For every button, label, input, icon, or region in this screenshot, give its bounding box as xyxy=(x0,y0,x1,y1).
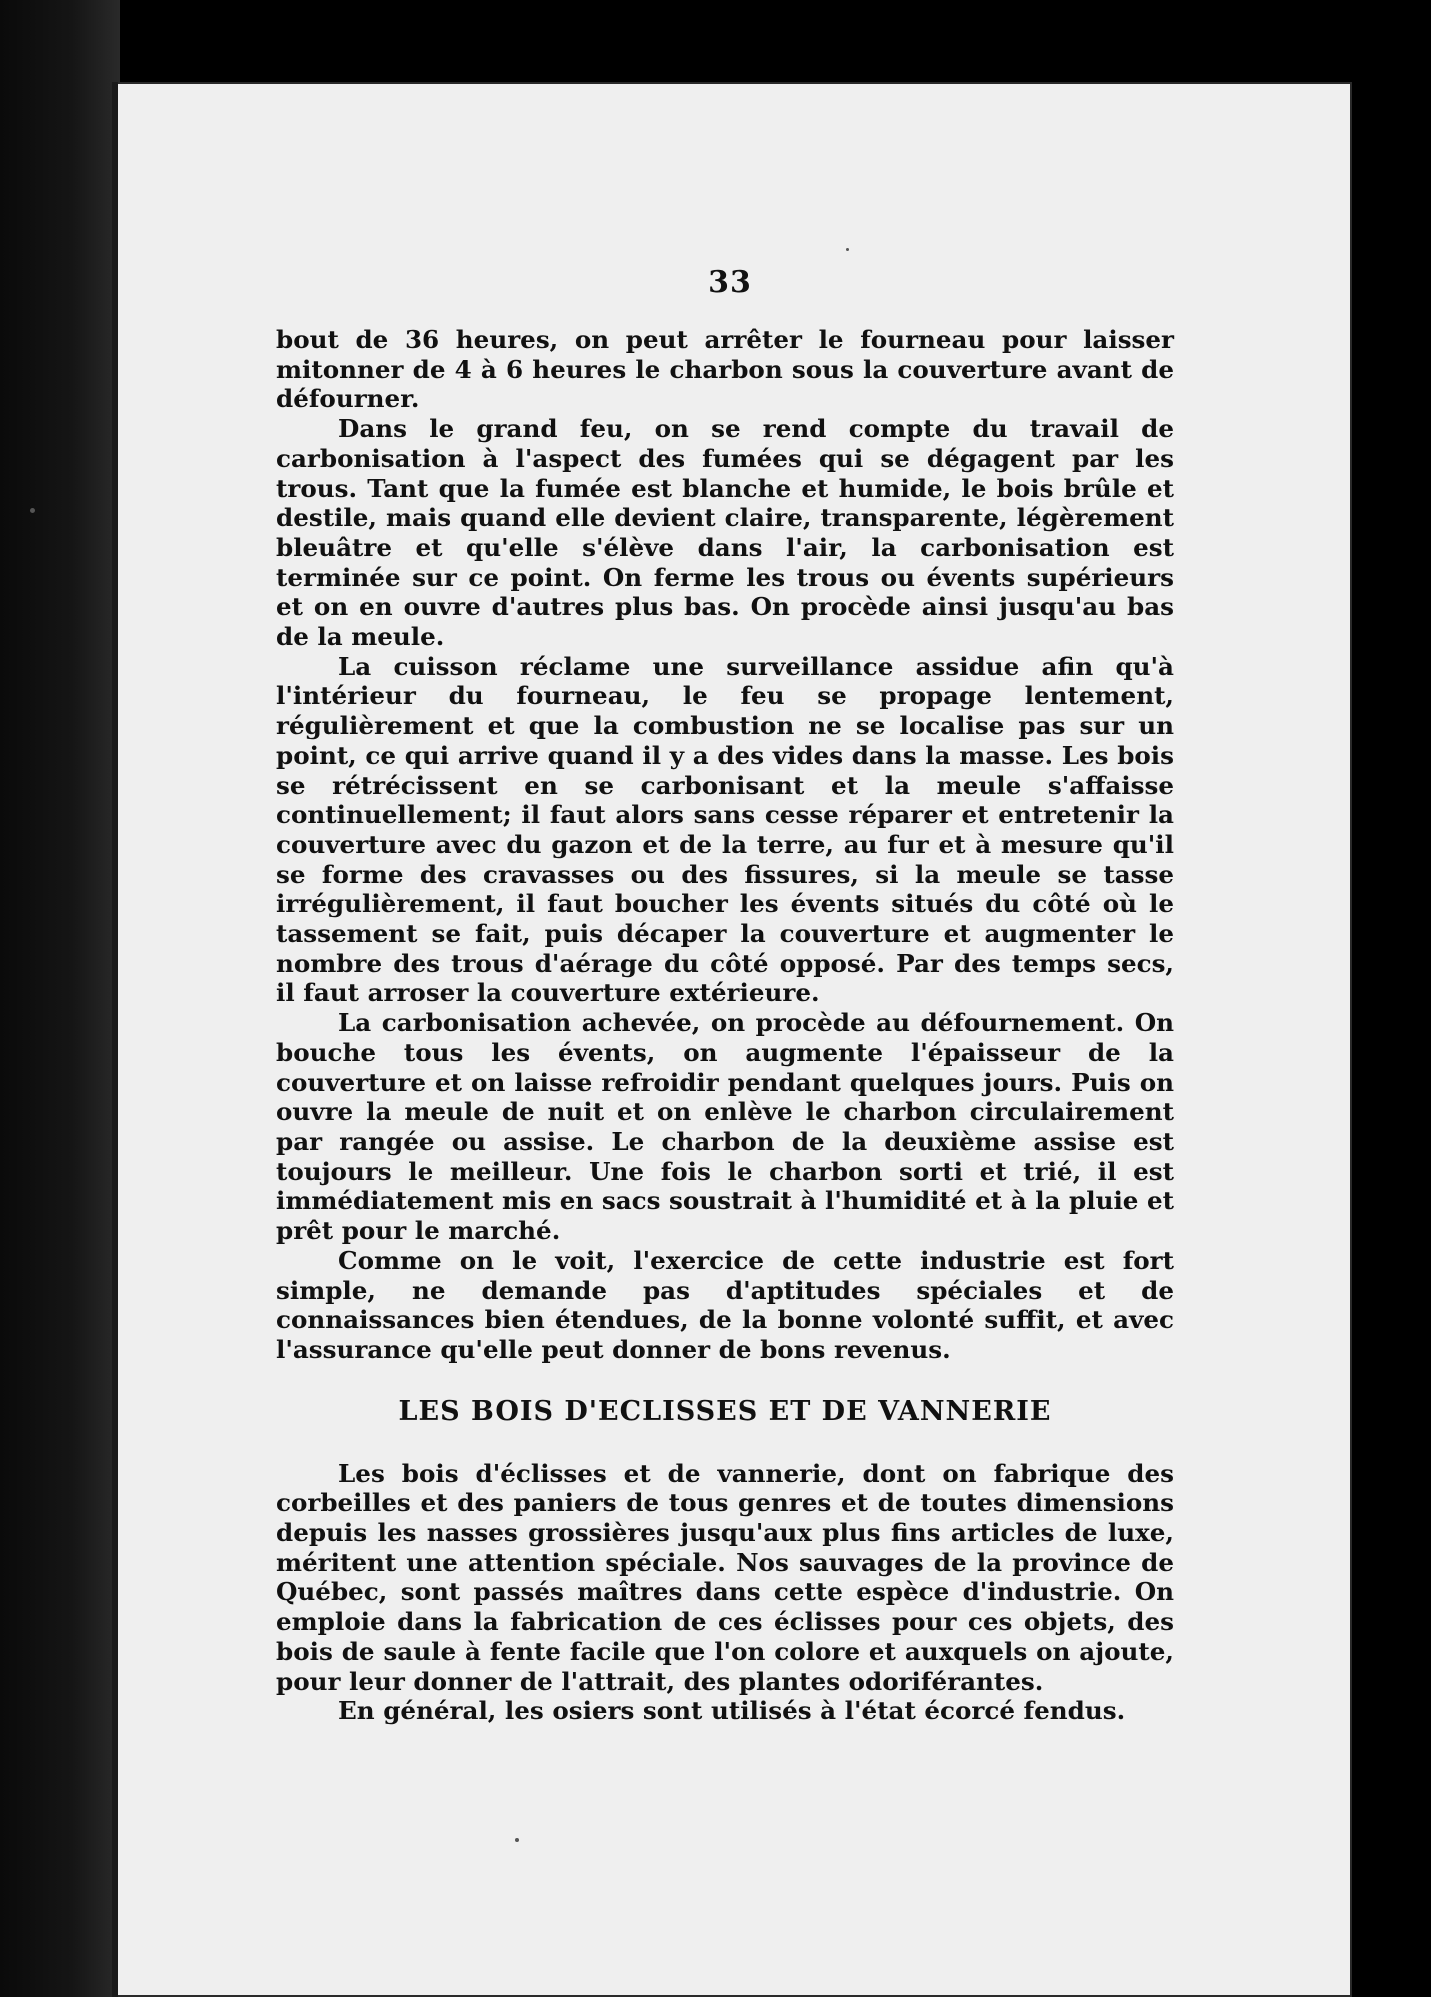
section-heading: LES BOIS D'ECLISSES ET DE VANNERIE xyxy=(398,1395,1052,1427)
page-number: 33 xyxy=(708,265,752,300)
paragraph: bout de 36 heures, on peut arrêter le fourneau pour laisser mitonner de 4 à 6 heures le charbon sous la couverture avant de défourner. xyxy=(276,325,1174,414)
scan-speck xyxy=(30,508,35,513)
scan-speck xyxy=(846,248,849,251)
page-binding-edge xyxy=(112,82,118,1997)
paragraph: En général, les osiers sont utilisés à l'état écorcé fendus. xyxy=(338,1696,1126,1726)
page-body xyxy=(276,325,1174,1726)
paragraph: Les bois d'éclisses et de vannerie, dont on fabrique des corbeilles et des paniers de tous genres et de toutes dimensions depuis les nasses grossières jusqu'aux plus fins articles de luxe, méritent une attention spéciale. Nos sauvages de la province de Québec, sont passés maîtres dans cette espèce d'industrie. On emploie dans la fabrication de ces éclisses pour ces objets, des bois de saule à fente facile que l'on colore et auxquels on ajoute, pour leur donner de l'attrait, des plantes odoriférantes. xyxy=(276,1458,1174,1696)
paragraph: Comme on le voit, l'exercice de cette industrie est fort simple, ne demande pas d'aptitudes spéciales et de connaissances bien étendues, de la bonne volonté suffit, et avec l'assurance qu'elle peut donner de bons revenus. xyxy=(276,1245,1174,1364)
paragraph: La carbonisation achevée, on procède au défournement. On bouche tous les évents, on augmente l'épaisseur de la couverture et on laisse refroidir pendant quelques jours. Puis on ouvre la meule de nuit et on enlève le charbon circulairement par rangée ou assise. Le charbon de la deuxième assise est toujours le meilleur. Une fois le charbon sorti et trié, il est immédiatement mis en sacs soustrait à l'humidité et à la pluie et prêt pour le marché. xyxy=(276,1008,1175,1246)
scan-dark-margin xyxy=(0,0,120,1997)
paragraph: La cuisson réclame une surveillance assidue afin qu'à l'intérieur du fourneau, le feu se propage lentement, régulièrement et que la combustion ne se localise pas sur un point, ce qui arrive quand il y a des vides dans la masse. Les bois se rétrécissent en se carbonisant et la meule s'affaisse continuellement; il faut alors sans cesse réparer et entretenir la couverture avec du gazon et de la terre, au fur et à mesure qu'il se forme des cravasses ou des fissures, si la meule se tasse irrégulièrement, il faut boucher les évents situés du côté où le tassement se fait, puis décaper la couverture et augmenter le nombre des trous d'aérage du côté opposé. Par des temps secs, il faut arroser la couverture extérieure. xyxy=(276,651,1174,1008)
scan-speck xyxy=(515,1838,519,1842)
paragraph: Dans le grand feu, on se rend compte du travail de carbonisation à l'aspect des fumées qui se dégagent par les trous. Tant que la fumée est blanche et humide, le bois brûle et destile, mais quand elle devient claire, transparente, légèrement bleuâtre et qu'elle s'élève dans l'air, la carbonisation est terminée sur ce point. On ferme les trous ou évents supérieurs et on en ouvre d'autres plus bas. On procède ainsi jusqu'au bas de la meule. xyxy=(276,414,1174,652)
